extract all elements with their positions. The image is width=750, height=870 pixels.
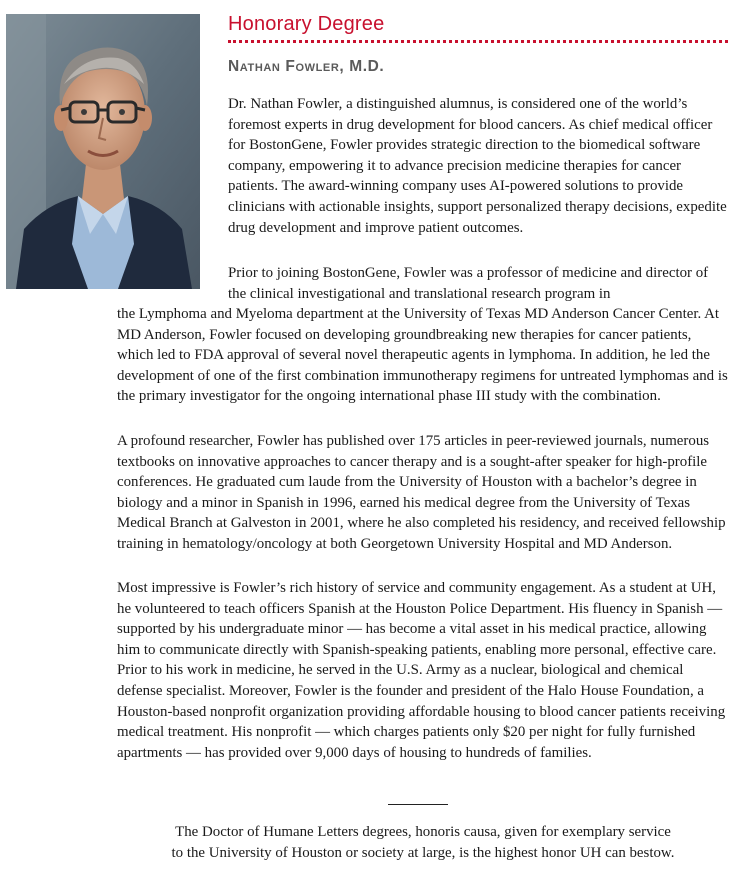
honoree-name: Nathan Fowler, M.D. xyxy=(228,58,385,75)
bio-paragraph-2-continued: the Lymphoma and Myeloma department at the University of Texas MD Anderson Cancer Center. At MD Anderson, Fowler focused on developing groundbreaking new therapies for cancer patients, which led to FDA approval of several novel therapeutic agents in lymphoma. In addition, he led the development of one of the first combination immunotherapy regimens for untreated lymphomas and is the primary investigator for the ongoing international phase III study with the combination. xyxy=(117,306,728,405)
portrait-photo xyxy=(6,14,200,289)
bio-paragraph-2-intro: Prior to joining BostonGene, Fowler was a professor of medicine and director of the clinical investigational and translational research program in xyxy=(228,265,709,302)
section-title: Honorary Degree xyxy=(228,13,385,35)
section-divider xyxy=(388,804,448,805)
footnote-line-2: to the University of Houston or society at large, is the highest honor UH can bestow. xyxy=(171,844,675,861)
bio-paragraph-3: A profound researcher, Fowler has published over 175 articles in peer-reviewed journals, numerous textbooks on innovative approaches to cancer therapy and is a sought-after speaker for high-profile conferences. He graduated cum laude from the University of Houston with a bachelor’s degree in biology and a minor in Spanish in 1996, earned his medical degree from the University of Texas Medical Branch at Galveston in 2001, where he also completed his residency, and received fellowship training in hematology/oncology at both Georgetown University Hospital and MD Anderson. xyxy=(117,433,726,552)
honor-footnote xyxy=(117,822,729,863)
footnote-line-1: The Doctor of Humane Letters degrees, honoris causa, given for exemplary service xyxy=(175,824,671,840)
bio-paragraph-1: Dr. Nathan Fowler, a distinguished alumnus, is considered one of the world’s foremost experts in drug development for blood cancers. As chief medical officer for BostonGene, Fowler provides strategic direction to the biomedical software company, empowering it to advance precision medicine therapies for cancer patients. The award-winning company uses AI-powered solutions to provide clinicians with actionable insights, support personalized therapy decisions, expedite drug development and improve patient outcomes. xyxy=(228,96,727,236)
bio-paragraph-4: Most impressive is Fowler’s rich history of service and community engagement. As a student at UH, he volunteered to teach officers Spanish at the Houston Police Department. His fluency in Spanish — supported by his undergraduate minor — has become a vital asset in his medical practice, allowing him to communicate directly with Spanish-speaking patients, enabling more personal, effective care. Prior to his work in medicine, he served in the U.S. Army as a nuclear, biological and chemical defense specialist. Moreover, Fowler is the founder and president of the Halo House Foundation, a Houston-based nonprofit organization providing affordable housing to blood cancer patients receiving medical treatment. His nonprofit — which charges patients only $20 per night for fully furnished apartments — has provided over 9,000 days of housing to hundreds of families. xyxy=(117,580,726,761)
portrait-illustration xyxy=(6,14,200,289)
title-dotted-rule xyxy=(228,40,728,43)
